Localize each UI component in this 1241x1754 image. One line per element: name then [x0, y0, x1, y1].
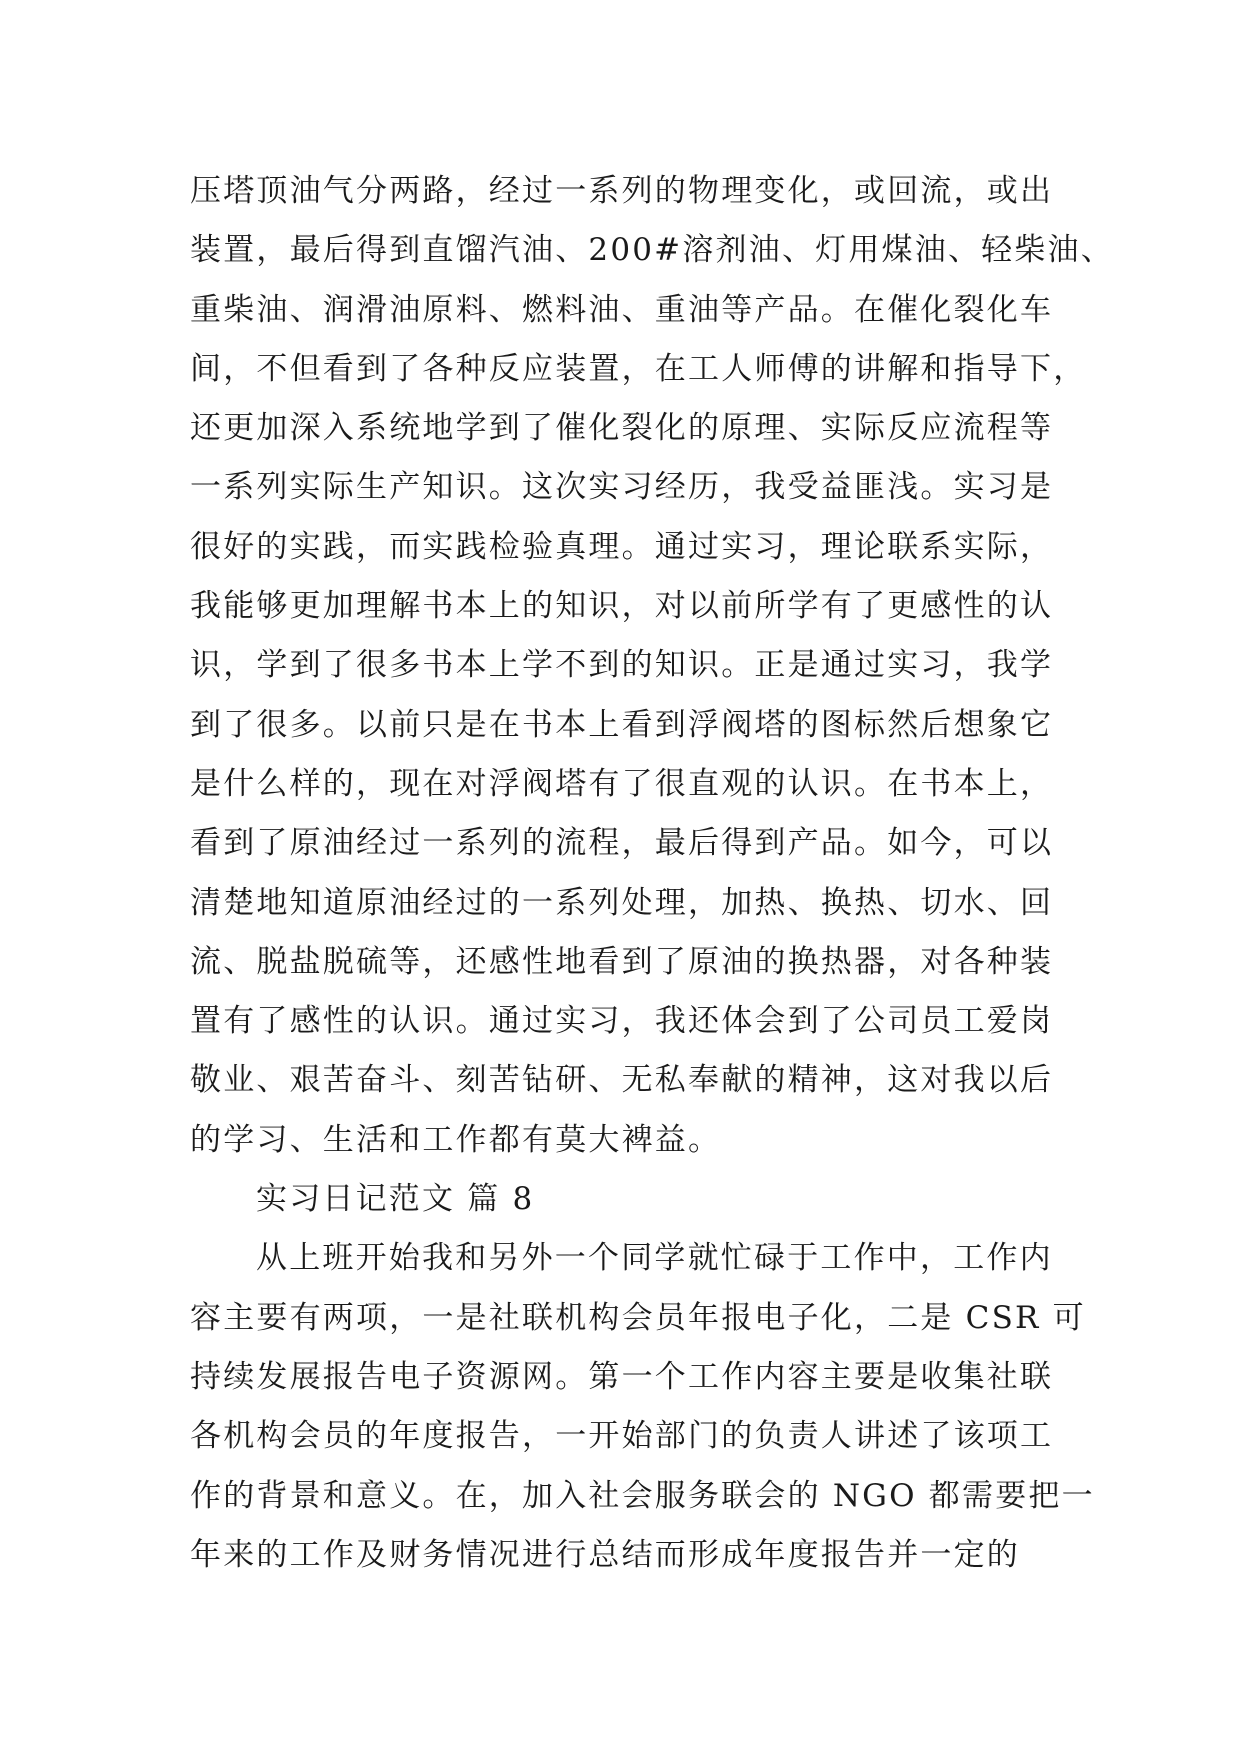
paragraph-line: 识，学到了很多书本上学不到的知识。正是通过实习，我学 — [190, 647, 1054, 684]
paragraph-line: 还更加深入系统地学到了催化裂化的原理、实际反应流程等 — [190, 410, 1054, 447]
paragraph-line: 看到了原油经过一系列的流程，最后得到产品。如今，可以 — [190, 825, 1054, 862]
paragraph-line: 压塔顶油气分两路，经过一系列的物理变化，或回流，或出 — [190, 173, 1054, 209]
paragraph-line: 很好的实践，而实践检验真理。通过实习，理论联系实际， — [190, 528, 1054, 565]
paragraph-line: 是什么样的，现在对浮阀塔有了很直观的认识。在书本上， — [190, 765, 1054, 802]
paragraph-line: 各机构会员的年度报告，一开始部门的负责人讲述了该项工 — [190, 1418, 1054, 1455]
paragraph-line: 容主要有两项，一是社联机构会员年报电子化，二是 CSR 可 — [190, 1299, 1086, 1336]
paragraph-line: 间，不但看到了各种反应装置，在工人师傅的讲解和指导下， — [190, 350, 1087, 387]
paragraph-line: 到了很多。以前只是在书本上看到浮阀塔的图标然后想象它 — [190, 706, 1054, 743]
paragraph-line: 年来的工作及财务情况进行总结而形成年度报告并一定的 — [190, 1536, 1020, 1573]
section-heading: 实习日记范文 篇 8 — [256, 1181, 535, 1218]
paragraph-line: 从上班开始我和另外一个同学就忙碌于工作中，工作内 — [256, 1240, 1053, 1277]
paragraph-line: 重柴油、润滑油原料、燃料油、重油等产品。在催化裂化车 — [190, 291, 1054, 328]
paragraph-line: 装置，最后得到直馏汽油、200#溶剂油、灯用煤油、轻柴油、 — [190, 232, 1114, 269]
paragraph-line: 一系列实际生产知识。这次实习经历，我受益匪浅。实习是 — [190, 469, 1054, 506]
paragraph-line: 的学习、生活和工作都有莫大裨益。 — [190, 1121, 722, 1158]
paragraph-line: 敬业、艰苦奋斗、刻苦钻研、无私奉献的精神，这对我以后 — [190, 1062, 1054, 1099]
paragraph-line: 作的背景和意义。在，加入社会服务联会的 NGO 都需要把一 — [190, 1477, 1095, 1514]
paragraph-line: 持续发展报告电子资源网。第一个工作内容主要是收集社联 — [190, 1358, 1054, 1395]
paragraph-line: 清楚地知道原油经过的一系列处理，加热、换热、切水、回 — [190, 884, 1054, 921]
document-body — [190, 162, 1114, 1585]
paragraph-line: 我能够更加理解书本上的知识，对以前所学有了更感性的认 — [190, 588, 1054, 625]
paragraph-line: 置有了感性的认识。通过实习，我还体会到了公司员工爱岗 — [190, 1003, 1054, 1040]
paragraph-line: 流、脱盐脱硫等，还感性地看到了原油的换热器，对各种装 — [190, 943, 1054, 980]
